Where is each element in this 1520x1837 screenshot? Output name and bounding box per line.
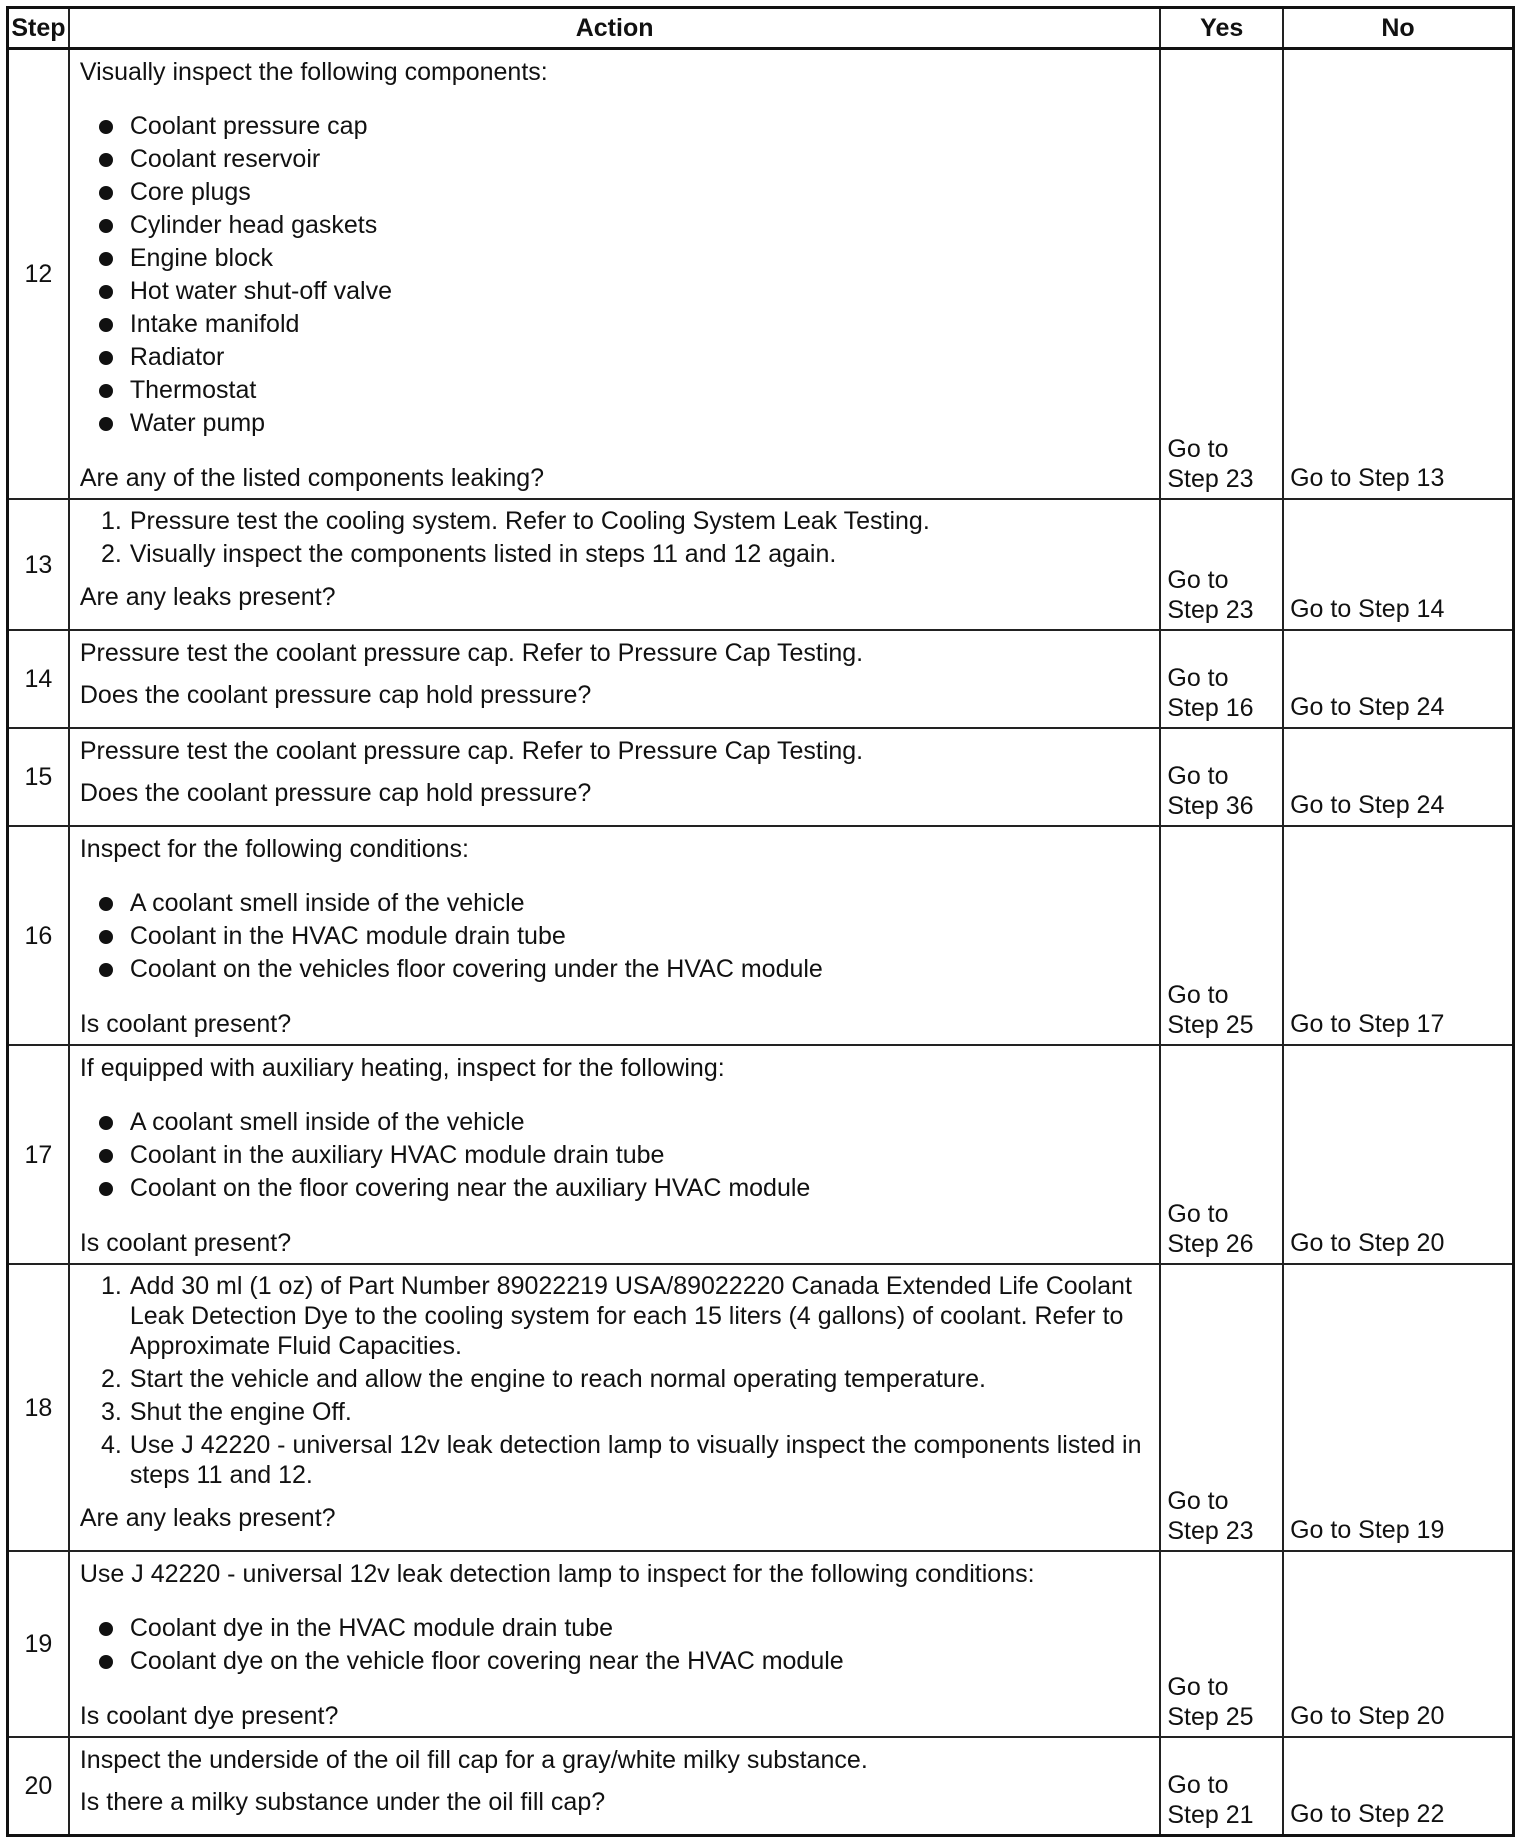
table-row: [8, 1045, 1514, 1264]
step-number: 13: [8, 499, 69, 630]
list-item: Coolant reservoir: [96, 143, 1152, 176]
step-number: 17: [8, 1045, 69, 1264]
yes-cell: Go to Step 21: [1160, 1737, 1283, 1835]
bullet-icon: [99, 417, 113, 431]
action-question: Is coolant present?: [79, 1229, 292, 1257]
step-number: 12: [8, 49, 69, 500]
numbered-list: [80, 1271, 1152, 1490]
bullet-icon: [99, 1655, 113, 1669]
yes-cell: Go to Step 25: [1160, 1551, 1283, 1737]
list-item: Coolant in the auxiliary HVAC module drain tube: [96, 1139, 1152, 1172]
action-cell: [69, 1264, 1161, 1551]
list-item: Coolant dye in the HVAC module drain tube: [96, 1612, 1152, 1645]
bullet-icon: [99, 120, 113, 134]
action-intro: Use J 42220 - universal 12v leak detection lamp to inspect for the following conditions:: [79, 1560, 1035, 1588]
bullet-icon: [99, 930, 113, 944]
yes-cell: Go to Step 25: [1160, 826, 1283, 1045]
step-number: 15: [8, 728, 69, 826]
diagnostic-table-page: [6, 6, 1515, 1837]
numbered-list: [80, 506, 1152, 569]
list-item: Intake manifold: [96, 308, 1152, 341]
bullet-list: [80, 1612, 1152, 1678]
bullet-icon: [99, 1149, 113, 1163]
bullet-icon: [99, 1116, 113, 1130]
no-cell: Go to Step 13: [1283, 49, 1513, 500]
bullet-icon: [99, 252, 113, 266]
list-item: 1. Pressure test the cooling system. Refer to Cooling System Leak Testing.: [101, 507, 930, 535]
list-item: 3. Shut the engine Off.: [101, 1398, 352, 1426]
bullet-list: [80, 1106, 1152, 1205]
table-row: [8, 1551, 1514, 1737]
header-action: Action: [69, 8, 1161, 49]
action-intro: Inspect the underside of the oil fill cap for a gray/white milky substance.: [79, 1746, 868, 1774]
table-row: [8, 728, 1514, 826]
header-no: No: [1283, 8, 1513, 49]
action-cell: [69, 49, 1161, 500]
list-item: Water pump: [96, 407, 1152, 440]
action-question: Are any leaks present?: [79, 1504, 336, 1532]
list-item: Core plugs: [96, 176, 1152, 209]
action-intro: If equipped with auxiliary heating, inspect for the following:: [79, 1054, 725, 1082]
bullet-list: [80, 887, 1152, 986]
list-item: Coolant on the floor covering near the auxiliary HVAC module: [96, 1172, 1152, 1205]
no-cell: Go to Step 14: [1283, 499, 1513, 630]
list-item: 4. Use J 42220 - universal 12v leak detection lamp to visually inspect the components listed in steps 11 and 12.: [101, 1431, 1142, 1489]
table-row: [8, 499, 1514, 630]
action-cell: [69, 1551, 1161, 1737]
action-cell: [69, 630, 1161, 728]
no-cell: Go to Step 20: [1283, 1551, 1513, 1737]
yes-cell: Go to Step 23: [1160, 499, 1283, 630]
no-cell: Go to Step 22: [1283, 1737, 1513, 1835]
action-question: Are any leaks present?: [79, 583, 336, 611]
action-question: Is there a milky substance under the oil fill cap?: [79, 1788, 606, 1816]
step-number: 19: [8, 1551, 69, 1737]
bullet-icon: [99, 384, 113, 398]
action-intro: Pressure test the coolant pressure cap. Refer to Pressure Cap Testing.: [79, 737, 864, 765]
action-intro: Inspect for the following conditions:: [79, 835, 469, 863]
step-number: 20: [8, 1737, 69, 1835]
table-row: [8, 1737, 1514, 1835]
no-cell: Go to Step 24: [1283, 630, 1513, 728]
bullet-icon: [99, 285, 113, 299]
list-item: Coolant in the HVAC module drain tube: [96, 920, 1152, 953]
list-item: Coolant dye on the vehicle floor covering near the HVAC module: [96, 1645, 1152, 1678]
action-question: Does the coolant pressure cap hold pressure?: [79, 779, 592, 807]
no-cell: Go to Step 19: [1283, 1264, 1513, 1551]
step-number: 16: [8, 826, 69, 1045]
bullet-icon: [99, 153, 113, 167]
diagnostic-table: [6, 6, 1515, 1837]
action-intro: Visually inspect the following components:: [79, 58, 548, 86]
no-cell: Go to Step 17: [1283, 826, 1513, 1045]
bullet-icon: [99, 1622, 113, 1636]
bullet-icon: [99, 351, 113, 365]
list-item: A coolant smell inside of the vehicle: [96, 1106, 1152, 1139]
list-item: 1. Add 30 ml (1 oz) of Part Number 89022219 USA/89022220 Canada Extended Life Coolant Leak Detection Dye to the cooling system for each 15 liters (4 gallons) of coolant. Refer to Approximate Fluid Capacities.: [101, 1272, 1132, 1360]
action-question: Is coolant present?: [79, 1010, 292, 1038]
list-item: Cylinder head gaskets: [96, 209, 1152, 242]
list-item: Radiator: [96, 341, 1152, 374]
header-row: [8, 8, 1514, 49]
list-item: 2. Visually inspect the components listed in steps 11 and 12 again.: [101, 540, 837, 568]
table-row: [8, 49, 1514, 500]
bullet-icon: [99, 963, 113, 977]
action-question: Is coolant dye present?: [79, 1702, 339, 1730]
action-cell: [69, 499, 1161, 630]
action-cell: [69, 826, 1161, 1045]
list-item: Coolant on the vehicles floor covering under the HVAC module: [96, 953, 1152, 986]
action-cell: [69, 728, 1161, 826]
list-item: Thermostat: [96, 374, 1152, 407]
yes-cell: Go to Step 23: [1160, 1264, 1283, 1551]
table-row: [8, 1264, 1514, 1551]
bullet-icon: [99, 318, 113, 332]
bullet-icon: [99, 1182, 113, 1196]
step-number: 18: [8, 1264, 69, 1551]
header-step: Step: [8, 8, 69, 49]
list-item: Coolant pressure cap: [96, 110, 1152, 143]
bullet-list: [80, 110, 1152, 440]
no-cell: Go to Step 20: [1283, 1045, 1513, 1264]
yes-cell: Go to Step 36: [1160, 728, 1283, 826]
action-question: Are any of the listed components leaking?: [79, 464, 545, 492]
list-item: 2. Start the vehicle and allow the engine to reach normal operating temperature.: [101, 1365, 986, 1393]
bullet-icon: [99, 186, 113, 200]
yes-cell: Go to Step 26: [1160, 1045, 1283, 1264]
yes-cell: Go to Step 23: [1160, 49, 1283, 500]
header-yes: Yes: [1160, 8, 1283, 49]
action-intro: Pressure test the coolant pressure cap. Refer to Pressure Cap Testing.: [79, 639, 864, 667]
bullet-icon: [99, 219, 113, 233]
no-cell: Go to Step 24: [1283, 728, 1513, 826]
list-item: A coolant smell inside of the vehicle: [96, 887, 1152, 920]
list-item: Engine block: [96, 242, 1152, 275]
action-question: Does the coolant pressure cap hold pressure?: [79, 681, 592, 709]
step-number: 14: [8, 630, 69, 728]
action-cell: [69, 1737, 1161, 1835]
list-item: Hot water shut-off valve: [96, 275, 1152, 308]
table-row: [8, 630, 1514, 728]
yes-cell: Go to Step 16: [1160, 630, 1283, 728]
action-cell: [69, 1045, 1161, 1264]
table-row: [8, 826, 1514, 1045]
bullet-icon: [99, 897, 113, 911]
